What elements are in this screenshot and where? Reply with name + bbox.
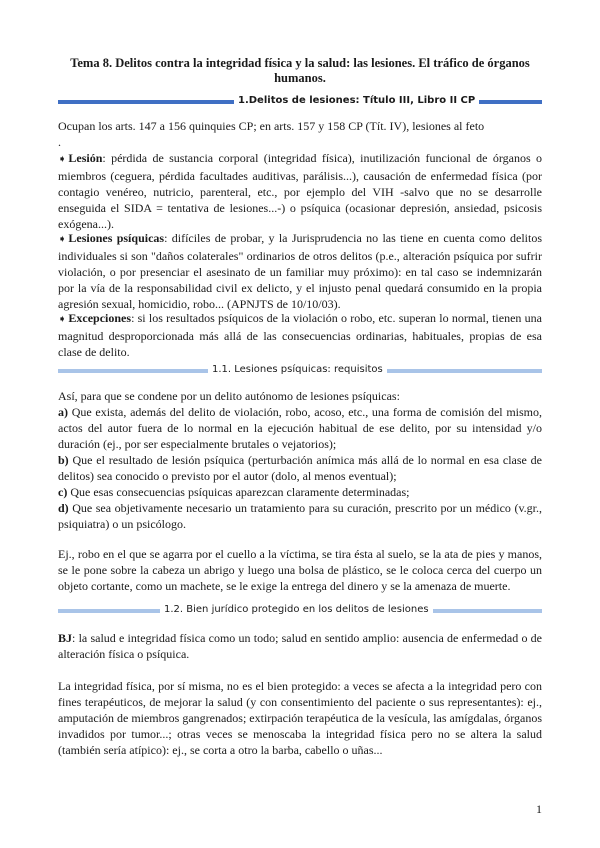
section-title-1-1: 1.1. Lesiones psíquicas: requisitos	[208, 363, 387, 377]
item-label-c: c)	[58, 485, 68, 499]
bj-label: BJ	[58, 631, 73, 645]
section-header-1	[58, 94, 542, 108]
bullet-lesion	[58, 150, 542, 232]
bullet-excepciones	[58, 310, 542, 360]
item-text-d: Que sea objetivamente necesario un tratamiento para su curación, prescrito por un médico (v.gr., psiquiatra) o un psicólogo.	[58, 501, 542, 531]
item-text-b: Que el resultado de lesión psíquica (perturbación anímica más allá de lo normal en esa clase de delitos) sea conocido o previsto por el autor (dolo, al menos eventual);	[58, 453, 542, 483]
requisitos-lead: Así, para que se condene por un delito autónomo de lesiones psíquicas:	[58, 389, 400, 403]
section-title-1-2: 1.2. Bien jurídico protegido en los delitos de lesiones	[160, 603, 433, 617]
item-label-b: b)	[58, 453, 69, 467]
bullet-text: : si los resultados psíquicos de la violación o robo, etc. superan lo normal, tienen una magnitud desproporcionada más allá de las consecuencias ordinarias, habituales, propias de esa clase de delito.	[58, 311, 542, 359]
intro-paragraph	[58, 118, 542, 150]
bullet-label: Lesiones psíquicas	[68, 231, 165, 245]
intro-text: Ocupan los arts. 147 a 156 quinquies CP; en arts. 157 y 158 CP (Tít. IV), lesiones al feto	[58, 119, 485, 133]
bullet-label: Lesión	[68, 151, 103, 165]
document-title: Tema 8. Delitos contra la integridad física y la salud: las lesiones. El tráfico de órganos humanos.	[70, 56, 530, 85]
bullet-text: : pérdida de sustancia corporal (integridad física), inutilización funcional de órganos o miembros (ceguera, pérdida facultades auditivas, parálisis...), causación de enfermedad física (por contagio venéreo, nutricio, parenteral, etc., por ejemplo del VIH -salvo que no se desarrolle enseguida el SIDA = tentativa de lesiones...-) o psíquica (ocasionar depresión, ansiedad, psicosis exógena...).	[58, 151, 542, 231]
page-number: 1	[536, 802, 542, 816]
arrow-bullet-icon: ➧	[58, 314, 67, 325]
intro-dot: .	[58, 135, 61, 149]
integridad-paragraph: La integridad física, por sí misma, no es el bien protegido: a veces se afecta a la integridad pero con fines terapéuticos, de mejorar la salud (y con consentimiento del paciente o sus representantes): ej., amputación de miembros gangrenados; extirpación terapéutica de la vesícula, las amígdalas, órganos invadidos por tumor...; otras veces se menoscaba la integridad física pero no se altera la salud (también sería atípico): ej., se corta a otro la barba, cabello o uñas...	[58, 679, 542, 757]
item-text-c: Que esas consecuencias psíquicas aparezcan claramente determinadas;	[67, 485, 410, 499]
section-header-1-1	[58, 363, 542, 377]
bullet-label: Excepciones	[68, 311, 132, 325]
arrow-bullet-icon: ➧	[58, 154, 67, 165]
item-label-a: a)	[58, 405, 68, 419]
bj-paragraph	[58, 630, 542, 662]
section-header-1-2	[58, 603, 542, 617]
section-title-1: 1.Delitos de lesiones: Título III, Libro II CP	[234, 94, 479, 108]
example-paragraph: Ej., robo en el que se agarra por el cuello a la víctima, se tira ésta al suelo, se la ata de pies y manos, se le pone sobre la cabeza un abrigo y luego una bolsa de plástico, se le coloca cerca del cuerpo un objeto cortante, como un machete, se le exige la entrega del dinero y se la amenaza de muerte.	[58, 547, 542, 593]
bj-text: : la salud e integridad física como un todo; salud en sentido amplio: ausencia de enfermedad o de alteración física o psíquica.	[58, 631, 542, 661]
item-label-d: d)	[58, 501, 69, 515]
requisitos-list	[58, 388, 542, 532]
bullet-text: : difíciles de probar, y la Jurisprudencia no las tiene en cuenta como delitos individuales si son "daños colaterales" ordinarios de otros delitos (p.e., alteración psíquica por sufrir violación, o por presenciar el asesinato de un familiar muy próximo): en tal caso se indemnizarán por la vía de la responsabilidad civil ex delicto, y el injusto penal quedará consumido en la propia agresión sexual, homicidio, robo... (APNJTS de 10/10/03).	[58, 231, 542, 311]
bullet-lesiones-psiquicas	[58, 230, 542, 312]
arrow-bullet-icon: ➧	[58, 234, 67, 245]
item-text-a: Que exista, además del delito de violación, robo, acoso, etc., una forma de comisión del mismo, actos del autor fuera de lo normal en la ejecución habitual de ese delito, por su intensidad y/o duración (ej., por ser especialmente brutales o vejatorios);	[58, 405, 542, 451]
